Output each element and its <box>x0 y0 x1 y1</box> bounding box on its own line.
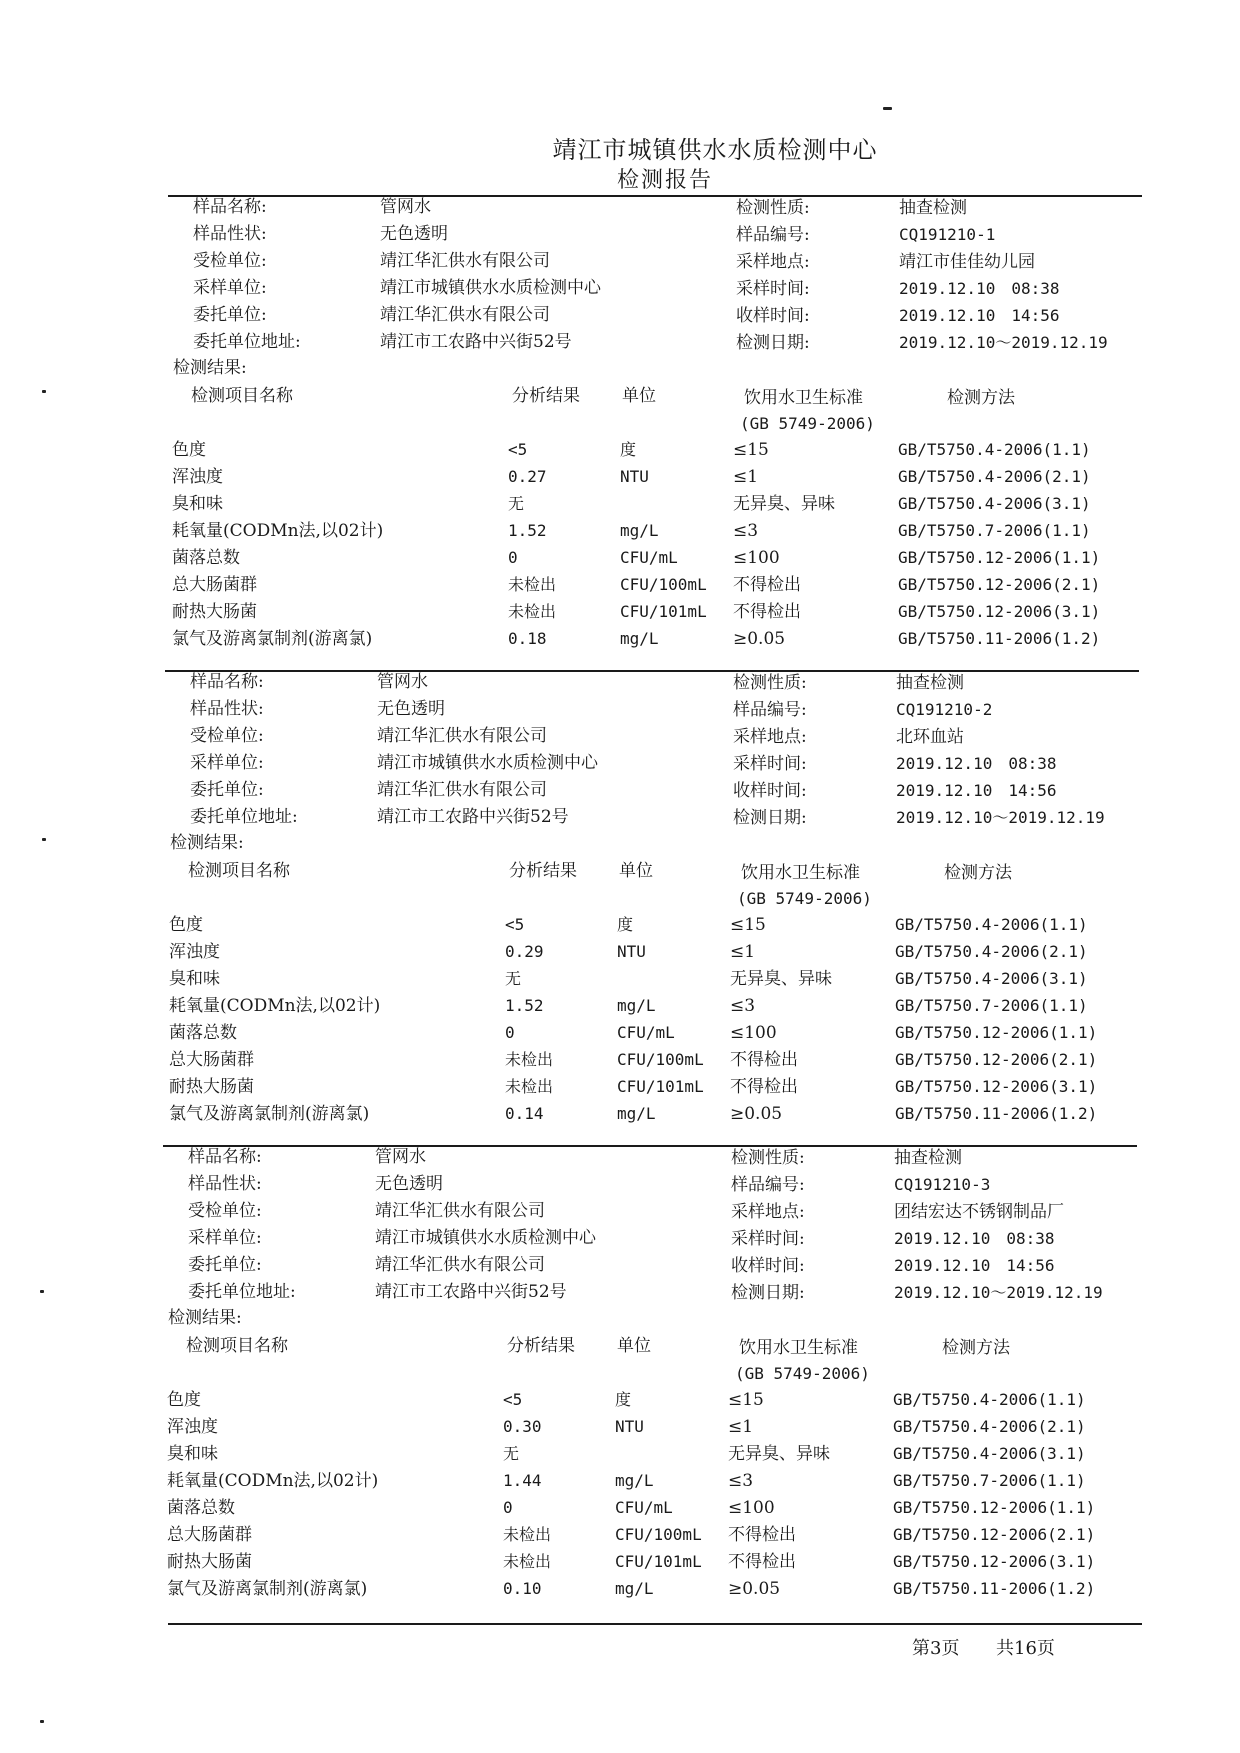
results-heading: 检测结果: <box>168 1308 242 1328</box>
sample-name-label: 样品名称: <box>188 1147 262 1167</box>
sample-name-value: 管网水 <box>377 672 428 692</box>
column-header-method: 检测方法 <box>947 388 1015 408</box>
test-date-label: 检测日期: <box>731 1283 805 1303</box>
table-row-method: GB/T5750.7-2006(1.1) <box>898 521 1091 540</box>
sample-number-label: 样品编号: <box>733 700 807 720</box>
table-row-standard: ≤1 <box>728 1417 754 1437</box>
table-row-method: GB/T5750.4-2006(1.1) <box>898 440 1091 459</box>
scan-speck <box>42 390 46 393</box>
receiving-time-label: 收样时间: <box>733 781 807 801</box>
test-date-value: 2019.12.10～2019.12.19 <box>896 808 1105 827</box>
table-row-unit: CFU/100mL <box>617 1050 704 1069</box>
table-row-result: 未检出 <box>503 1552 552 1571</box>
table-row-method: GB/T5750.12-2006(1.1) <box>898 548 1101 567</box>
sampling-time-value: 2019.12.10 08:38 <box>896 754 1057 773</box>
table-row-item: 总大肠菌群 <box>169 1050 254 1070</box>
table-row-result: 未检出 <box>505 1077 554 1096</box>
inspected-unit-label: 受检单位: <box>193 251 267 271</box>
sampling-time-label: 采样时间: <box>736 279 810 299</box>
sampling-unit-label: 采样单位: <box>193 278 267 298</box>
table-row-standard: 不得检出 <box>730 1050 798 1070</box>
test-nature-label: 检测性质: <box>736 198 810 218</box>
sample-state-label: 样品性状: <box>193 224 267 244</box>
test-date-label: 检测日期: <box>736 333 810 353</box>
table-row-unit: mg/L <box>620 629 659 648</box>
table-row-item: 氯气及游离氯制剂(游离氯) <box>167 1579 368 1599</box>
table-row-unit: CFU/101mL <box>615 1552 702 1571</box>
test-nature-label: 检测性质: <box>731 1148 805 1168</box>
table-row-item: 总大肠菌群 <box>167 1525 252 1545</box>
client-unit-label: 委托单位: <box>193 305 267 325</box>
table-row-standard: 无异臭、异味 <box>728 1444 830 1464</box>
table-row-unit: mg/L <box>615 1471 654 1490</box>
column-header-standard-ref: (GB 5749-2006) <box>737 889 872 908</box>
sample-state-value: 无色透明 <box>375 1174 443 1194</box>
table-row-item: 耗氧量(CODMn法,以02计) <box>169 996 381 1016</box>
table-row-result: 1.52 <box>505 996 544 1015</box>
table-row-standard: 无异臭、异味 <box>730 969 832 989</box>
table-row-item: 耗氧量(CODMn法,以02计) <box>167 1471 379 1491</box>
table-row-item: 总大肠菌群 <box>172 575 257 595</box>
table-row-standard: 不得检出 <box>730 1077 798 1097</box>
table-row-unit: CFU/mL <box>620 548 678 567</box>
table-row-unit: CFU/100mL <box>620 575 707 594</box>
table-row-result: 无 <box>505 969 522 988</box>
column-header-method: 检测方法 <box>944 863 1012 883</box>
client-address-value: 靖江市工农路中兴街52号 <box>377 807 569 827</box>
test-date-value: 2019.12.10～2019.12.19 <box>899 333 1108 352</box>
section-rule <box>165 670 1139 672</box>
section-rule <box>168 195 1142 197</box>
sample-number-label: 样品编号: <box>736 225 810 245</box>
sampling-site-label: 采样地点: <box>736 252 810 272</box>
table-row-standard: ≥0.05 <box>730 1104 783 1124</box>
table-row-unit: CFU/mL <box>617 1023 675 1042</box>
column-header-item: 检测项目名称 <box>188 861 290 881</box>
client-unit-label: 委托单位: <box>190 780 264 800</box>
sampling-time-label: 采样时间: <box>733 754 807 774</box>
table-row-method: GB/T5750.11-2006(1.2) <box>898 629 1101 648</box>
column-header-standard-ref: (GB 5749-2006) <box>740 414 875 433</box>
table-row-method: GB/T5750.12-2006(3.1) <box>893 1552 1096 1571</box>
table-row-standard: ≤100 <box>728 1498 775 1518</box>
table-row-item: 臭和味 <box>169 969 220 989</box>
table-row-method: GB/T5750.4-2006(1.1) <box>895 915 1088 934</box>
client-address-label: 委托单位地址: <box>193 332 301 352</box>
test-nature-label: 检测性质: <box>733 673 807 693</box>
table-row-item: 色度 <box>172 440 206 460</box>
sampling-unit-value: 靖江市城镇供水水质检测中心 <box>375 1228 596 1248</box>
table-row-unit: CFU/100mL <box>615 1525 702 1544</box>
inspected-unit-label: 受检单位: <box>190 726 264 746</box>
sampling-site-label: 采样地点: <box>733 727 807 747</box>
table-row-item: 耗氧量(CODMn法,以02计) <box>172 521 384 541</box>
table-row-result: 无 <box>508 494 525 513</box>
table-row-standard: ≤15 <box>730 915 766 935</box>
sample-number-label: 样品编号: <box>731 1175 805 1195</box>
footer-rule <box>168 1623 1142 1625</box>
client-address-label: 委托单位地址: <box>188 1282 296 1302</box>
sampling-time-value: 2019.12.10 08:38 <box>894 1229 1055 1248</box>
table-row-standard: 不得检出 <box>733 602 801 622</box>
table-row-standard: ≤1 <box>730 942 756 962</box>
table-row-standard: ≤100 <box>730 1023 777 1043</box>
test-date-value: 2019.12.10～2019.12.19 <box>894 1283 1103 1302</box>
client-address-label: 委托单位地址: <box>190 807 298 827</box>
table-row-method: GB/T5750.4-2006(1.1) <box>893 1390 1086 1409</box>
table-row-item: 色度 <box>167 1390 201 1410</box>
table-row-item: 浑浊度 <box>169 942 220 962</box>
table-row-method: GB/T5750.4-2006(3.1) <box>898 494 1091 513</box>
scan-speck <box>40 1290 44 1293</box>
table-row-item: 菌落总数 <box>169 1023 237 1043</box>
table-row-item: 耐热大肠菌 <box>169 1077 254 1097</box>
table-row-method: GB/T5750.12-2006(3.1) <box>895 1077 1098 1096</box>
inspected-unit-label: 受检单位: <box>188 1201 262 1221</box>
table-row-method: GB/T5750.4-2006(3.1) <box>893 1444 1086 1463</box>
table-row-method: GB/T5750.11-2006(1.2) <box>895 1104 1098 1123</box>
table-row-result: <5 <box>508 440 528 459</box>
table-row-unit: mg/L <box>620 521 659 540</box>
sampling-unit-value: 靖江市城镇供水水质检测中心 <box>377 753 598 773</box>
table-row-item: 耐热大肠菌 <box>172 602 257 622</box>
table-row-standard: ≤15 <box>728 1390 764 1410</box>
test-nature-value: 抽查检测 <box>894 1148 962 1168</box>
sampling-site-value: 团结宏达不锈钢制品厂 <box>894 1202 1064 1222</box>
inspected-unit-value: 靖江华汇供水有限公司 <box>377 726 547 746</box>
receiving-time-label: 收样时间: <box>731 1256 805 1276</box>
test-nature-value: 抽查检测 <box>899 198 967 218</box>
table-row-standard: 不得检出 <box>728 1525 796 1545</box>
column-header-standard-ref: (GB 5749-2006) <box>735 1364 870 1383</box>
table-row-item: 浑浊度 <box>167 1417 218 1437</box>
sample-number-value: CQ191210-2 <box>896 700 993 719</box>
sample-section-2 <box>0 670 1237 1140</box>
sampling-time-value: 2019.12.10 08:38 <box>899 279 1060 298</box>
table-row-method: GB/T5750.12-2006(1.1) <box>895 1023 1098 1042</box>
report-title: 检测报告 <box>616 168 713 193</box>
table-row-item: 菌落总数 <box>172 548 240 568</box>
receiving-time-value: 2019.12.10 14:56 <box>894 1256 1055 1275</box>
table-row-result: 未检出 <box>508 575 557 594</box>
report-organization: 靖江市城镇供水水质检测中心 <box>552 136 878 164</box>
table-row-unit: mg/L <box>617 996 656 1015</box>
table-row-method: GB/T5750.12-2006(1.1) <box>893 1498 1096 1517</box>
sampling-site-value: 靖江市佳佳幼儿园 <box>899 252 1035 272</box>
sampling-unit-label: 采样单位: <box>188 1228 262 1248</box>
table-row-standard: ≤1 <box>733 467 759 487</box>
table-row-standard: ≤3 <box>733 521 759 541</box>
table-row-unit: CFU/101mL <box>620 602 707 621</box>
table-row-result: 0 <box>505 1023 515 1042</box>
table-row-result: 0.14 <box>505 1104 544 1123</box>
table-row-result: 未检出 <box>508 602 557 621</box>
client-address-value: 靖江市工农路中兴街52号 <box>380 332 572 352</box>
sample-name-value: 管网水 <box>375 1147 426 1167</box>
table-row-unit: NTU <box>620 467 649 486</box>
column-header-result: 分析结果 <box>509 861 577 881</box>
table-row-standard: 不得检出 <box>728 1552 796 1572</box>
table-row-standard: ≥0.05 <box>733 629 786 649</box>
sampling-time-label: 采样时间: <box>731 1229 805 1249</box>
table-row-standard: ≤3 <box>728 1471 754 1491</box>
table-row-standard: ≤100 <box>733 548 780 568</box>
column-header-standard: 饮用水卫生标准 <box>739 1338 858 1358</box>
sampling-site-value: 北环血站 <box>896 727 964 747</box>
table-row-item: 耐热大肠菌 <box>167 1552 252 1572</box>
column-header-standard: 饮用水卫生标准 <box>741 863 860 883</box>
table-row-item: 氯气及游离氯制剂(游离氯) <box>169 1104 370 1124</box>
scan-speck <box>883 107 892 110</box>
table-row-method: GB/T5750.12-2006(2.1) <box>893 1525 1096 1544</box>
table-row-item: 菌落总数 <box>167 1498 235 1518</box>
table-row-result: 0.30 <box>503 1417 542 1436</box>
table-row-unit: mg/L <box>617 1104 656 1123</box>
table-row-result: 0 <box>508 548 518 567</box>
table-row-result: 未检出 <box>503 1525 552 1544</box>
table-row-result: 1.52 <box>508 521 547 540</box>
table-row-unit: 度 <box>617 915 634 934</box>
sample-section-3 <box>0 1145 1235 1615</box>
test-nature-value: 抽查检测 <box>896 673 964 693</box>
sample-name-label: 样品名称: <box>190 672 264 692</box>
table-row-result: 0.10 <box>503 1579 542 1598</box>
client-unit-value: 靖江华汇供水有限公司 <box>375 1255 545 1275</box>
table-row-method: GB/T5750.4-2006(2.1) <box>893 1417 1086 1436</box>
page-total: 共16页 <box>996 1638 1055 1659</box>
table-row-unit: CFU/101mL <box>617 1077 704 1096</box>
scan-speck <box>42 838 46 841</box>
sample-state-value: 无色透明 <box>377 699 445 719</box>
table-row-item: 色度 <box>169 915 203 935</box>
section-rule <box>163 1145 1137 1147</box>
table-row-unit: CFU/mL <box>615 1498 673 1517</box>
table-row-method: GB/T5750.11-2006(1.2) <box>893 1579 1096 1598</box>
client-unit-value: 靖江华汇供水有限公司 <box>377 780 547 800</box>
results-heading: 检测结果: <box>170 833 244 853</box>
receiving-time-label: 收样时间: <box>736 306 810 326</box>
table-row-result: <5 <box>503 1390 523 1409</box>
scan-speck <box>40 1720 44 1723</box>
table-row-unit: NTU <box>615 1417 644 1436</box>
table-row-method: GB/T5750.12-2006(2.1) <box>895 1050 1098 1069</box>
table-row-method: GB/T5750.4-2006(2.1) <box>895 942 1088 961</box>
table-row-result: 0.29 <box>505 942 544 961</box>
sample-name-label: 样品名称: <box>193 197 267 217</box>
column-header-method: 检测方法 <box>942 1338 1010 1358</box>
page-number: 第3页 <box>912 1638 960 1659</box>
table-row-item: 臭和味 <box>167 1444 218 1464</box>
client-unit-label: 委托单位: <box>188 1255 262 1275</box>
sampling-unit-value: 靖江市城镇供水水质检测中心 <box>380 278 601 298</box>
sample-state-label: 样品性状: <box>190 699 264 719</box>
column-header-unit: 单位 <box>617 1336 651 1356</box>
sample-number-value: CQ191210-1 <box>899 225 996 244</box>
table-row-method: GB/T5750.7-2006(1.1) <box>893 1471 1086 1490</box>
table-row-result: <5 <box>505 915 525 934</box>
table-row-unit: mg/L <box>615 1579 654 1598</box>
column-header-unit: 单位 <box>619 861 653 881</box>
sample-number-value: CQ191210-3 <box>894 1175 991 1194</box>
inspected-unit-value: 靖江华汇供水有限公司 <box>380 251 550 271</box>
column-header-standard: 饮用水卫生标准 <box>744 388 863 408</box>
table-row-standard: 无异臭、异味 <box>733 494 835 514</box>
column-header-unit: 单位 <box>622 386 656 406</box>
table-row-result: 1.44 <box>503 1471 542 1490</box>
sample-name-value: 管网水 <box>380 197 431 217</box>
client-address-value: 靖江市工农路中兴街52号 <box>375 1282 567 1302</box>
table-row-method: GB/T5750.4-2006(2.1) <box>898 467 1091 486</box>
sampling-site-label: 采样地点: <box>731 1202 805 1222</box>
sample-state-label: 样品性状: <box>188 1174 262 1194</box>
table-row-item: 浑浊度 <box>172 467 223 487</box>
table-row-unit: 度 <box>620 440 637 459</box>
table-row-standard: ≤3 <box>730 996 756 1016</box>
table-row-result: 0.27 <box>508 467 547 486</box>
table-row-method: GB/T5750.4-2006(3.1) <box>895 969 1088 988</box>
inspected-unit-value: 靖江华汇供水有限公司 <box>375 1201 545 1221</box>
table-row-standard: 不得检出 <box>733 575 801 595</box>
test-date-label: 检测日期: <box>733 808 807 828</box>
sampling-unit-label: 采样单位: <box>190 753 264 773</box>
table-row-method: GB/T5750.12-2006(2.1) <box>898 575 1101 594</box>
table-row-result: 0.18 <box>508 629 547 648</box>
receiving-time-value: 2019.12.10 14:56 <box>899 306 1060 325</box>
table-row-result: 未检出 <box>505 1050 554 1069</box>
sample-state-value: 无色透明 <box>380 224 448 244</box>
table-row-result: 0 <box>503 1498 513 1517</box>
table-row-item: 氯气及游离氯制剂(游离氯) <box>172 629 373 649</box>
column-header-item: 检测项目名称 <box>186 1336 288 1356</box>
table-row-method: GB/T5750.12-2006(3.1) <box>898 602 1101 621</box>
table-row-item: 臭和味 <box>172 494 223 514</box>
client-unit-value: 靖江华汇供水有限公司 <box>380 305 550 325</box>
receiving-time-value: 2019.12.10 14:56 <box>896 781 1057 800</box>
table-row-method: GB/T5750.7-2006(1.1) <box>895 996 1088 1015</box>
table-row-unit: 度 <box>615 1390 632 1409</box>
table-row-standard: ≥0.05 <box>728 1579 781 1599</box>
column-header-result: 分析结果 <box>507 1336 575 1356</box>
column-header-result: 分析结果 <box>512 386 580 406</box>
sample-section-1 <box>0 195 1240 665</box>
table-row-result: 无 <box>503 1444 520 1463</box>
table-row-standard: ≤15 <box>733 440 769 460</box>
column-header-item: 检测项目名称 <box>191 386 293 406</box>
table-row-unit: NTU <box>617 942 646 961</box>
results-heading: 检测结果: <box>173 358 247 378</box>
